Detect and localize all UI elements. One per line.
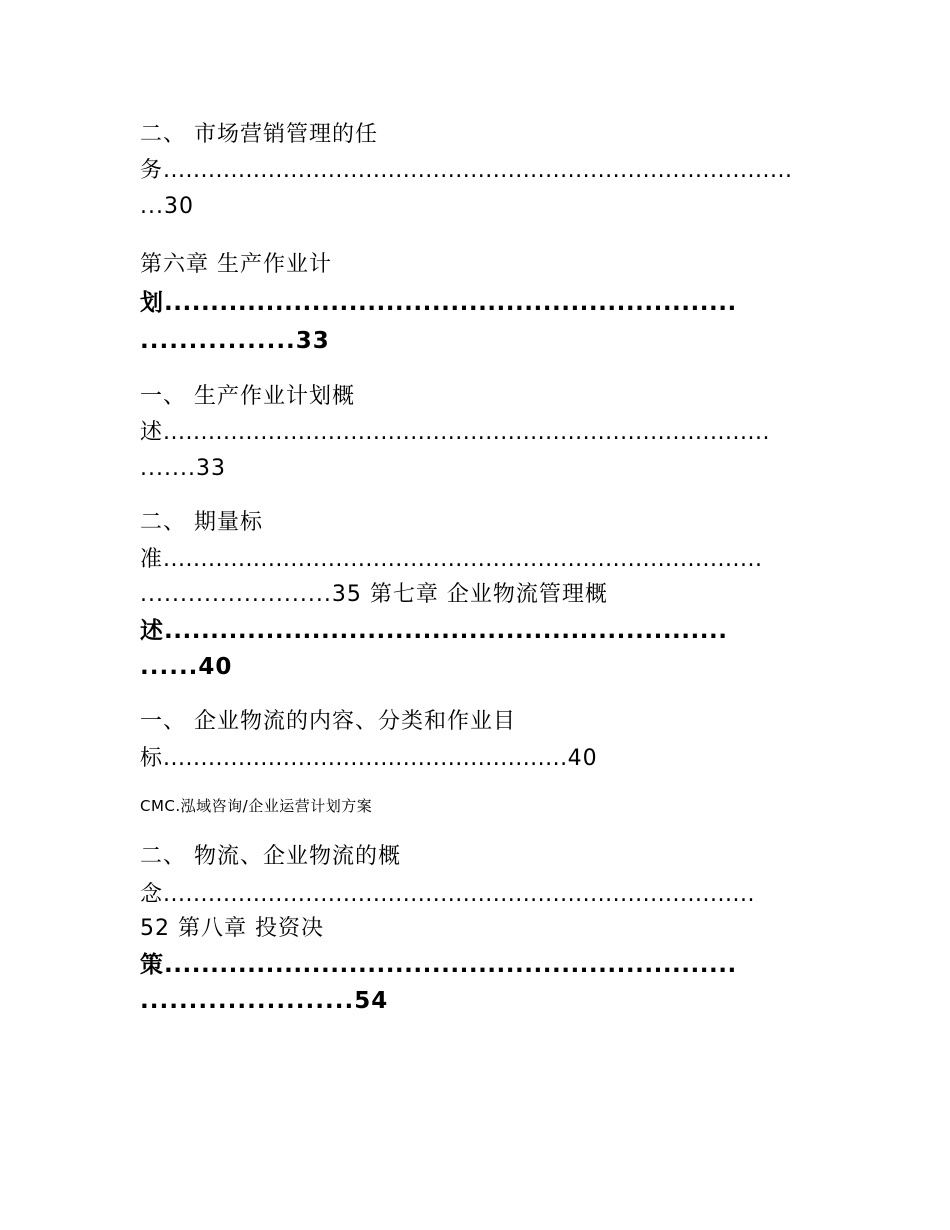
toc-line-lead: 准 bbox=[140, 547, 164, 572]
toc-line bbox=[140, 950, 737, 980]
toc-line bbox=[140, 744, 598, 774]
toc-leader-dots: .............................................................. bbox=[164, 952, 737, 978]
toc-leader-dots: ............................................................. bbox=[164, 618, 728, 644]
toc-leader-dots: ................................................................................ bbox=[163, 547, 763, 572]
toc-page-number: ......40 bbox=[140, 654, 233, 680]
toc-heading: 二、 期量标 bbox=[140, 510, 263, 535]
toc-line bbox=[140, 418, 770, 448]
toc-line bbox=[140, 288, 737, 318]
toc-page-number: 52 第八章 投资决 bbox=[140, 916, 324, 941]
document-running-header: CMC.泓域咨询/企业运营计划方案 bbox=[140, 797, 373, 815]
toc-line-lead: 标 bbox=[140, 746, 164, 771]
toc-line bbox=[140, 880, 755, 910]
toc-page-number: ......................54 bbox=[140, 988, 389, 1014]
toc-chapter-heading: 第六章 生产作业计 bbox=[140, 252, 332, 277]
toc-line-lead: 务 bbox=[140, 158, 164, 183]
toc-page-number: ........................35 第七章 企业物流管理概 bbox=[140, 582, 608, 607]
toc-heading: 一、 企业物流的内容、分类和作业目 bbox=[140, 709, 516, 734]
toc-line-lead: 策 bbox=[140, 952, 164, 978]
toc-page-number: ................33 bbox=[140, 328, 330, 354]
toc-heading: 二、 物流、企业物流的概 bbox=[140, 844, 401, 869]
toc-leader-dots: ............................................................................... bbox=[163, 882, 755, 907]
toc-line bbox=[140, 545, 762, 575]
toc-heading: 二、 市场营销管理的任 bbox=[140, 122, 378, 147]
toc-heading: 一、 生产作业计划概 bbox=[140, 384, 355, 409]
toc-page-number: 40 bbox=[567, 746, 598, 771]
toc-line-lead: 述 bbox=[140, 420, 164, 445]
toc-page-number: ...30 bbox=[140, 194, 194, 219]
toc-leader-dots: .................................................................................... bbox=[163, 158, 793, 183]
toc-line-lead: 划 bbox=[140, 290, 164, 316]
toc-line bbox=[140, 156, 792, 186]
toc-line-lead: 念 bbox=[140, 882, 164, 907]
toc-page-number: .......33 bbox=[140, 456, 226, 481]
toc-line-lead: 述 bbox=[140, 618, 164, 644]
toc-leader-dots: ................................................................................. bbox=[163, 420, 770, 445]
toc-leader-dots: ...................................................... bbox=[163, 746, 568, 771]
toc-leader-dots: .............................................................. bbox=[164, 290, 737, 316]
toc-line bbox=[140, 616, 727, 646]
